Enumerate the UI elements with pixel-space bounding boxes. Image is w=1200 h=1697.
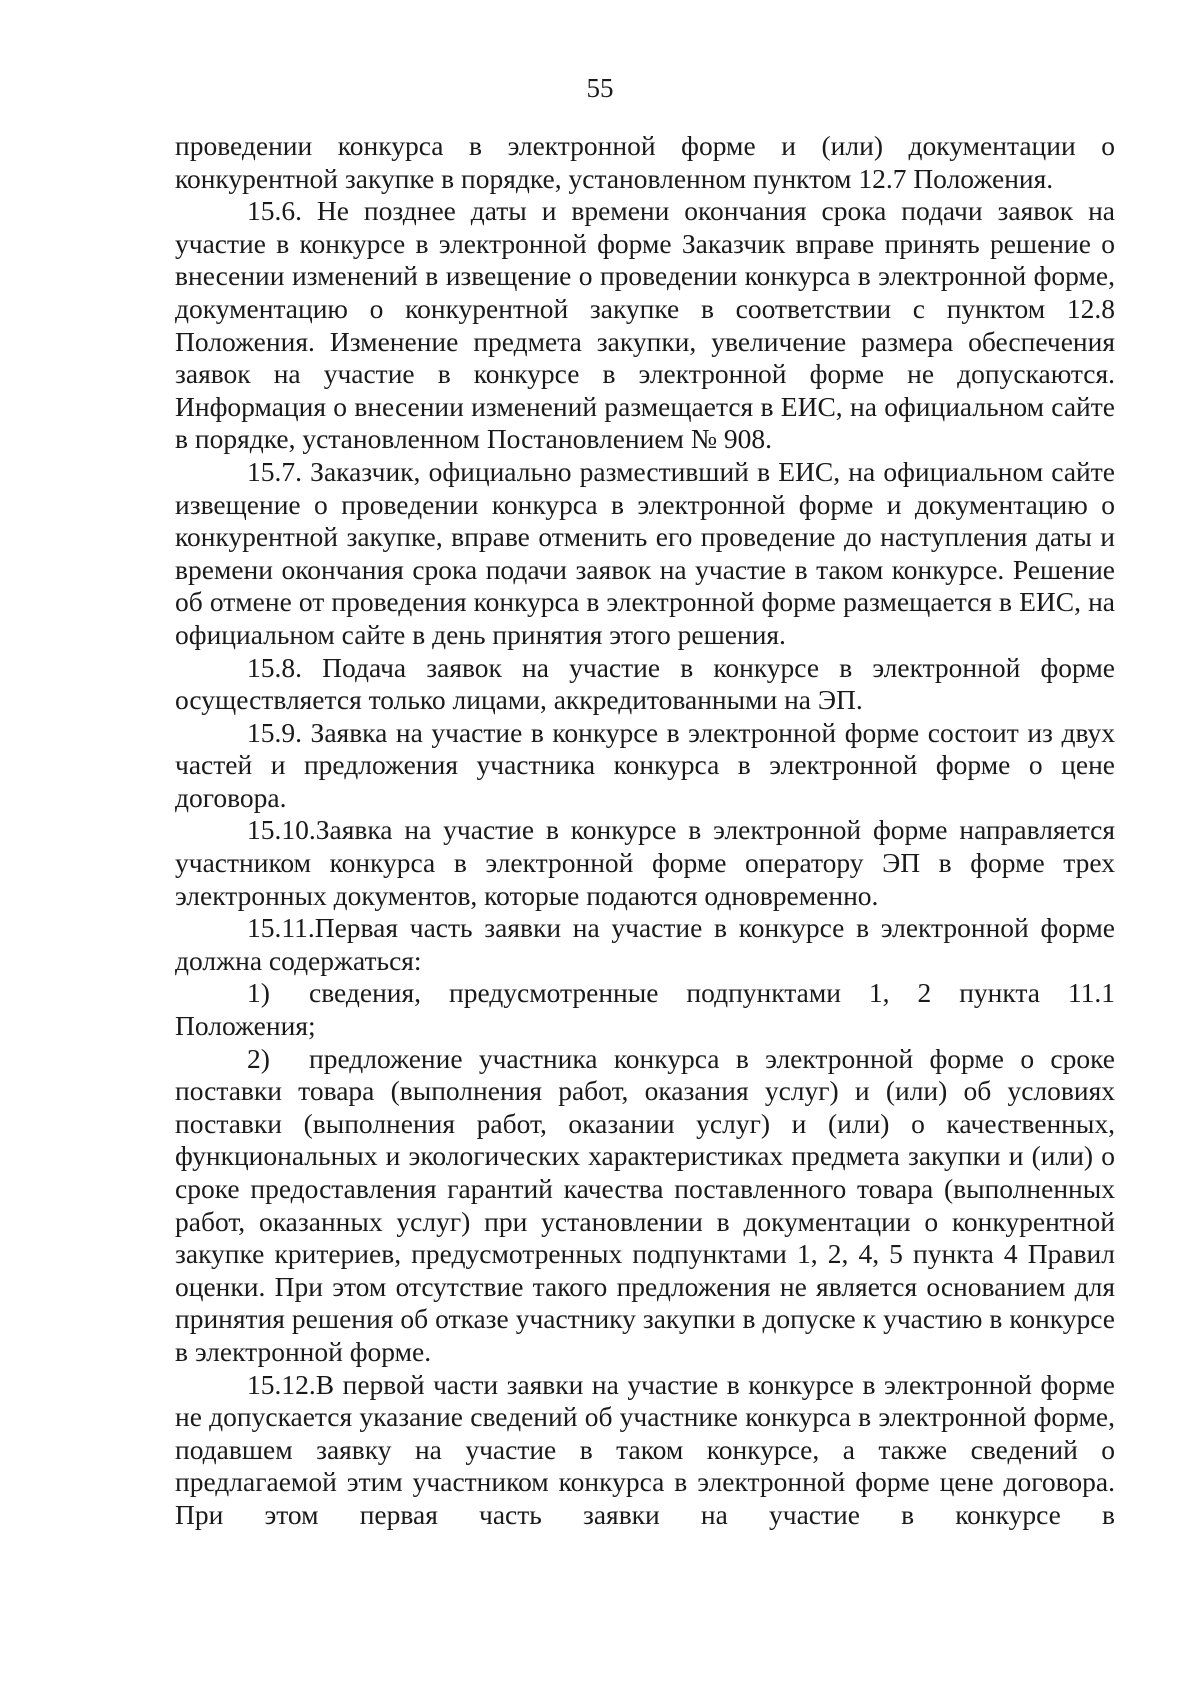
paragraph-15-10: 15.10.Заявка на участие в конкурсе в электронной форме направляется участником конкурса в электронной форме оператору ЭП в форме трех электронных документов, которые подаются одновременно. — [175, 814, 1115, 911]
paragraph-15-7: 15.7. Заказчик, официально разместивший в ЕИС, на официальном сайте извещение о проведении конкурса в электронной форме и документацию о конкурентной закупке, вправе отменить его проведение до наступления даты и времени окончания срока подачи заявок на участие в таком конкурсе. Решение об отмене от проведения конкурса в электронной форме размещается в ЕИС, на официальном сайте в день принятия этого решения. — [175, 455, 1115, 650]
paragraph-continuation: проведении конкурса в электронной форме и (или) документации о конкурентной закупке в порядке, установленном пунктом 12.7 Положения. — [175, 130, 1115, 194]
paragraph-15-11: 15.11.Первая часть заявки на участие в конкурсе в электронной форме должна содержаться: — [175, 912, 1115, 976]
list-item-text: предложение участника конкурса в электронной форме о сроке поставки товара (выполнения работ, оказания услуг) и (или) об условиях поставки (выполнения работ, оказании услуг) и (или) о качественных, функциональных и экологических характеристиках предмета закупки и (или) о сроке предоставления гарантий качества поставленного товара (выполненных работ, оказанных услуг) при установлении в документации о конкурентной закупке критериев, предусмотренных подпунктами 1, 2, 4, 5 пункта 4 Правил оценки. При этом отсутствие такого предложения не является основанием для принятия решения об отказе участнику закупки в допуске к участию в конкурсе в электронной форме. — [175, 1042, 1115, 1367]
paragraph-15-8: 15.8. Подача заявок на участие в конкурсе в электронной форме осуществляется только лицами, аккредитованными на ЭП. — [175, 651, 1115, 716]
document-body — [175, 130, 1115, 1532]
page-number: 55 — [586, 73, 614, 103]
list-item-1 — [175, 977, 1115, 1042]
paragraph-15-12: 15.12.В первой части заявки на участие в конкурсе в электронной форме не допускается указание сведений об участнике конкурса в электронной форме, подавшем заявку на участие в таком конкурсе, а также сведений о предлагаемой этим участником конкурса в электронной форме цене договора. При этом первая часть заявки на участие в конкурсе в — [175, 1368, 1115, 1530]
list-item-number: 1) — [247, 977, 270, 1009]
list-item-text: сведения, предусмотренные подпунктами 1, 2 пункта 11.1 Положения; — [175, 977, 1115, 1042]
paragraph-15-9: 15.9. Заявка на участие в конкурсе в электронной форме состоит из двух частей и предложения участника конкурса в электронной форме о цене договора. — [175, 716, 1115, 813]
list-item-number: 2) — [247, 1042, 270, 1074]
list-item-2 — [175, 1043, 1115, 1369]
paragraph-15-6: 15.6. Не позднее даты и времени окончания срока подачи заявок на участие в конкурсе в электронной форме Заказчик вправе принять решение о внесении изменений в извещение о проведении конкурса в электронной форме, документацию о конкурентной закупке в соответствии с пунктом 12.8 Положения. Изменение предмета закупки, увеличение размера обеспечения заявок на участие в конкурсе в электронной форме не допускаются. Информация о внесении изменений размещается в ЕИС, на официальном сайте в порядке, установленном Постановлением № 908. — [175, 195, 1115, 455]
